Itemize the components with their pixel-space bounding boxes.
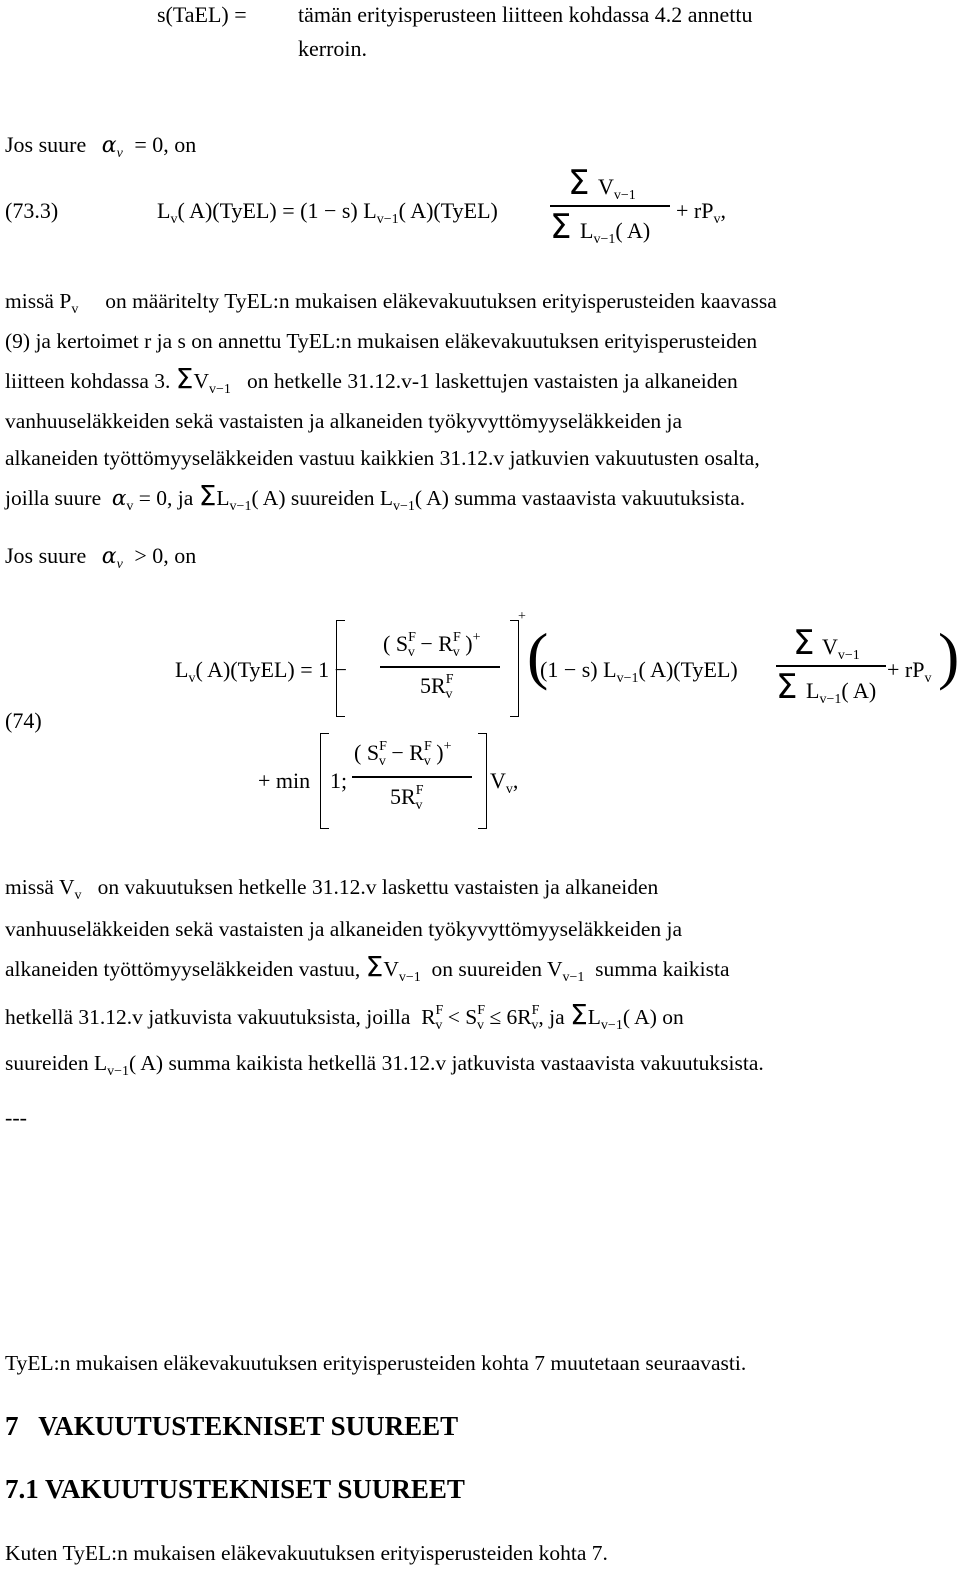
para2-l5-pre: suureiden [5,1051,89,1075]
eq74-vv: $V_v$, [490,768,519,797]
case1-condition [5,132,197,161]
paragraph-definitions-1: missä $P_v$ on määritelty TyEL:n mukaisen eläkevakuutuksen erityisperusteiden kaavassa (9) ja kertoimet r ja s on annettu TyEL:n mukaisen eläkevakuutuksen erityisperusteiden liitteen kohdassa 3. $\Sigma V_{v-1}$ on hetkelle 31.12.v-1 laskettujen vastaisten ja alkaneiden vanhuuseläkkeiden sekä vastaisten ja alkaneiden työkyvyttömyyseläkkeiden ja alkaneiden työttömyyseläkkeiden vastuu kaikkien 31.12.v jatkuvien vakuutusten osalta, joilla suure $\alpha_v = 0$, ja $\Sigma L_{v-1}$( A) suureiden $L_{v-1}$( A) summa vastaavista vakuutuksista. [5,283,953,520]
footer-intro: TyEL:n mukaisen eläkevakuutuksen erityisperusteiden kohta 7 muutetaan seuraavasti. [5,1351,747,1375]
eq74-inner-numerator: $V_{v-1}$ [822,634,860,663]
definition-text-line2: kerroin. [298,36,368,61]
sum-icon: Σ [570,998,588,1031]
para1-l3-post: on hetkelle 31.12.v-1 laskettujen vastaisten ja alkaneiden [247,369,738,393]
case2-condition: Jos suure $\alpha_v > 0$, on [5,543,197,572]
eq74-min: + min [258,768,311,793]
para2-l4-pre: hetkellä 31.12.v jatkuvista vakuutuksista, joilla [5,1005,411,1029]
alpha-symbol: α [111,486,127,511]
bracket-right [478,733,487,829]
alpha-symbol: α [101,544,117,569]
para2-l4-end: on [662,1005,684,1029]
para2-l4-post: , ja [538,1005,565,1029]
para2-l5-post: summa kaikista hetkellä 31.12.v jatkuvista vastaavista vakuutuksista. [168,1051,764,1075]
bracket-right [510,620,519,717]
equation-label-73-3: (73.3) [5,198,59,223]
para1-l6-d: summa vastaavista vakuutuksista. [454,486,746,510]
para1-l6-b: = 0, ja [138,486,194,510]
paragraph-definitions-2: missä $V_v$ on vakuutuksen hetkelle 31.12.v laskettu vastaisten ja alkaneiden vanhuuseläkkeiden sekä vastaisten ja alkaneiden työkyvyttömyyseläkkeiden ja alkaneiden työttömyyseläkkeiden vastuu, $\Sigma V_{v-1}$ on suureiden $V_{v-1}$ summa kaikista hetkellä 31.12.v jatkuvista vakuutuksista, joilla $R^F_v < S^F_v \le 6R^F_v$, ja $\Sigma L_{v-1}$( A) on suureiden $L_{v-1}$( A) summa kaikista hetkellä 31.12.v jatkuvista vastaavista vakuutuksista. [5,868,953,1086]
subscript-v: v [116,146,123,161]
eq74-inner-denominator: $L_{v-1}$( A) [806,678,877,707]
sum-icon: Σ [568,163,590,203]
para1-l4: vanhuuseläkkeiden sekä vastaisten ja alkaneiden työkyvyttömyyseläkkeiden ja [5,409,683,433]
para2-l3-mid: on suureiden V [431,957,563,981]
case2-cond: > 0, on [134,543,197,568]
case2-lead: Jos suure [5,543,87,568]
fraction-bar [352,776,472,778]
definition-symbol: s(TaEL) = [157,2,247,27]
para1-l6-a: joilla suure [5,486,102,510]
para1-l6-c: suureiden [290,486,375,510]
eq73-denominator: $L_{v-1}$( A) [580,218,651,247]
eq74-denominator: $5R^F_v$ [420,672,454,702]
eq74-one: 1; [330,768,348,793]
sum-icon: Σ [365,950,384,983]
para1-l2: (9) ja kertoimet r ja s on annettu TyEL:n mukaisen eläkevakuutuksen erityisperusteiden [5,329,758,353]
eq74-paren-close: ) [938,620,960,691]
case1-lead: Jos suure [5,132,87,157]
eq73-numerator: $V_{v-1}$ [598,174,636,203]
para2-l1-post: on vakuutuksen hetkelle 31.12.v laskettu vastaisten ja alkaneiden [97,875,659,899]
sum-icon: Σ [550,207,572,247]
separator: --- [5,1105,27,1130]
alpha-symbol: α [101,133,117,158]
section-heading-7-1: 7.1 VAKUUTUSTEKNISET SUUREET [5,1474,465,1504]
para1-l1-pre: missä P [5,289,72,313]
para1-l1-post: on määritelty TyEL:n mukaisen eläkevakuutuksen erityisperusteiden kaavassa [105,289,777,313]
sum-icon: Σ [198,479,217,512]
bracket-left [320,733,329,829]
sum-icon: Σ [776,667,798,707]
para2-l2: vanhuuseläkkeiden sekä vastaisten ja alkaneiden työkyvyttömyyseläkkeiden ja [5,917,683,941]
eq74-paren-open: ( [527,620,549,691]
equation-label-74: (74) [5,708,42,733]
superscript-plus: + [518,609,526,624]
para2-l3-post: summa kaikista [595,957,730,981]
sum-icon: Σ [175,362,194,395]
eq74-rp: + $rP_v$ [887,657,932,686]
section-heading-7: 7 VAKUUTUSTEKNISET SUUREET [5,1411,459,1441]
eq74-min-denominator: $5R^F_v$ [390,783,424,813]
eq73-tail: + $rP_v$, [676,198,726,227]
para2-l3-pre: alkaneiden työttömyyseläkkeiden vastuu, [5,957,361,981]
eq73-lhs: $L_v$( A)(TyEL) = (1 − s) $L_{v-1}$( A)(TyEL) [157,198,498,227]
eq74-numerator: ( $S^F_v - R^F_v$ )+ [383,630,481,660]
para1-l5: alkaneiden työttömyyseläkkeiden vastuu kaikkien 31.12.v jatkuvien vakuutusten osalta, [5,446,760,470]
para2-l1: missä V [5,875,75,899]
sum-icon: Σ [793,623,815,663]
eq74-term: (1 − s) $L_{v-1}$( A)(TyEL) [540,657,738,686]
case1-cond: = 0, on [134,132,197,157]
eq74-lhs: $L_v$( A)(TyEL) = 1 − [175,657,348,686]
footer-last: Kuten TyEL:n mukaisen eläkevakuutuksen erityisperusteiden kohta 7. [5,1541,608,1565]
fraction-bar [380,666,500,668]
eq74-min-numerator: ( $S^F_v - R^F_v$ )+ [354,739,452,769]
para1-l3-pre: liitteen kohdassa 3. [5,369,171,393]
definition-text-line1: tämän erityisperusteen liitteen kohdassa 4.2 annettu [298,2,753,27]
bracket-left [336,620,345,717]
